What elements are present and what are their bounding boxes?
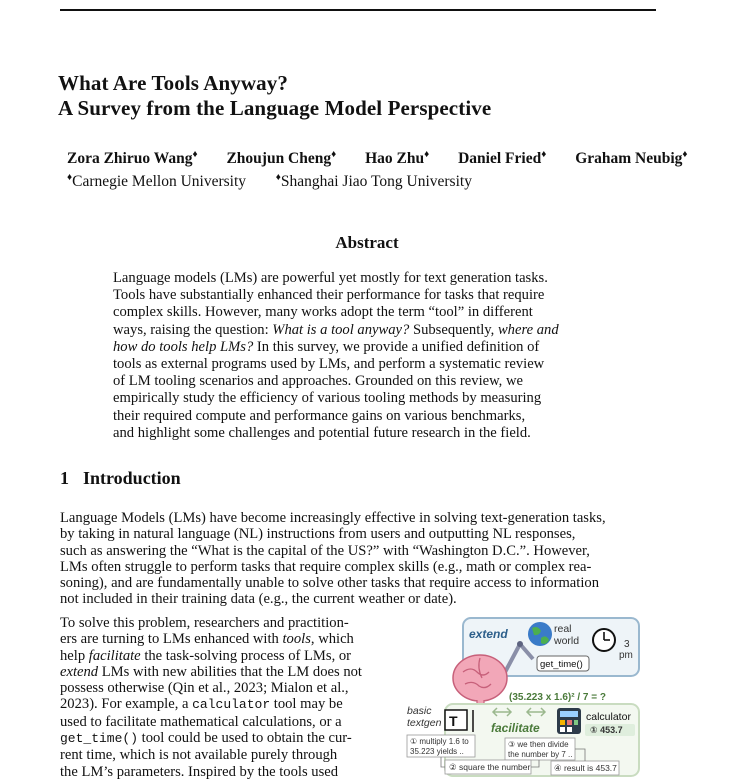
intro-paragraph: Language Models (LMs) have become increasingly effective in solving text-generation tasks, by taking in natural language (NL) instructions from users and outputting NL responses, such as answering the “What is the capital of the US?” with “Washington D.C.”. However, LMs often struggle to perform tasks that require complex skills (e.g., math or complex rea- soning), and are fundamentally unable to solve other tasks that require access to information not included in their training data (e.g., the current weather or date). — [60, 510, 606, 608]
figure-tools-overview — [405, 614, 645, 781]
world-label: world — [554, 635, 580, 647]
extend-label: extend — [469, 627, 508, 641]
author: Zhoujun Cheng♦ — [226, 149, 337, 168]
affiliation: Shanghai Jiao Tong University — [280, 173, 472, 191]
top-rule — [60, 9, 656, 11]
equation-label: (35.223 x 1.6)² / 7 = ? — [509, 692, 606, 703]
title-line-1: What Are Tools Anyway? — [58, 71, 288, 95]
calculator-label: calculator — [586, 711, 631, 723]
svg-text:T: T — [449, 713, 458, 729]
clock-unit: pm — [619, 650, 633, 661]
step-1-line-1: ① multiply 1.6 to — [410, 737, 469, 746]
textgen-label: textgen — [407, 717, 442, 729]
facilitate-label: facilitate — [491, 721, 540, 735]
author: Daniel Fried♦ — [458, 149, 547, 168]
clock-icon — [593, 629, 615, 651]
calculator-icon — [557, 708, 581, 734]
step-1-line-2: 35.223 yields .. — [410, 747, 464, 756]
globe-icon — [528, 622, 552, 646]
author: Zora Zhiruo Wang♦ — [67, 149, 198, 168]
clock-number: 3 — [624, 639, 630, 650]
step-3-line-1: ③ we then divide — [508, 740, 569, 749]
title-line-2: A Survey from the Language Model Perspective — [58, 96, 492, 120]
author: Graham Neubig♦ — [575, 149, 688, 168]
step-3-line-2: the number by 7 .. — [508, 750, 573, 759]
get-time-label: get_time() — [540, 659, 583, 670]
calc-result: ① 453.7 — [590, 725, 623, 735]
basic-label: basic — [407, 705, 432, 717]
author: Hao Zhu♦ — [365, 149, 430, 168]
paper-title — [58, 71, 491, 121]
affiliations: ♦Carnegie Mellon University ♦Shanghai Jiao Tong University — [67, 172, 472, 191]
step-2: ② square the number — [449, 762, 531, 772]
step-4: ④ result is 453.7 — [554, 763, 617, 773]
author-list — [67, 149, 688, 168]
section-heading-introduction: 1 Introduction — [60, 468, 181, 488]
affiliation: Carnegie Mellon University — [72, 173, 247, 191]
abstract-heading: Abstract — [335, 233, 399, 252]
real-label: real — [554, 623, 572, 635]
intro-column-paragraph: To solve this problem, researchers and practition- ers are turning to LMs enhanced with tools, which help facilitate the task-solving process of LMs, or extend LMs with new abilities that the LM does not possess otherwise (Qin et al., 2023; Mialon et al., 2023). For example, a calculator tool may be used to facilitate mathematical calculations, or a get_time() tool could be used to obtain the cur- rent time, which is not available purely through the LM’s parameters. Inspired by the tools used — [60, 615, 362, 780]
abstract-body: Language models (LMs) are powerful yet mostly for text generation tasks. Tools have substantially enhanced their performance for tasks that require complex skills. However, many works adopt the term “tool” in different ways, raising the question: What is a tool anyway? Subsequently, where and how do tools help LMs? In this survey, we provide a unified definition of tools as external programs used by LMs, and perform a systematic review of LM tooling scenarios and approaches. Grounded on this review, we empirically study the efficiency of various tooling methods by measuring their required compute and performance gains on various benchmarks, and highlight some challenges and potential future research in the field. — [113, 270, 559, 441]
